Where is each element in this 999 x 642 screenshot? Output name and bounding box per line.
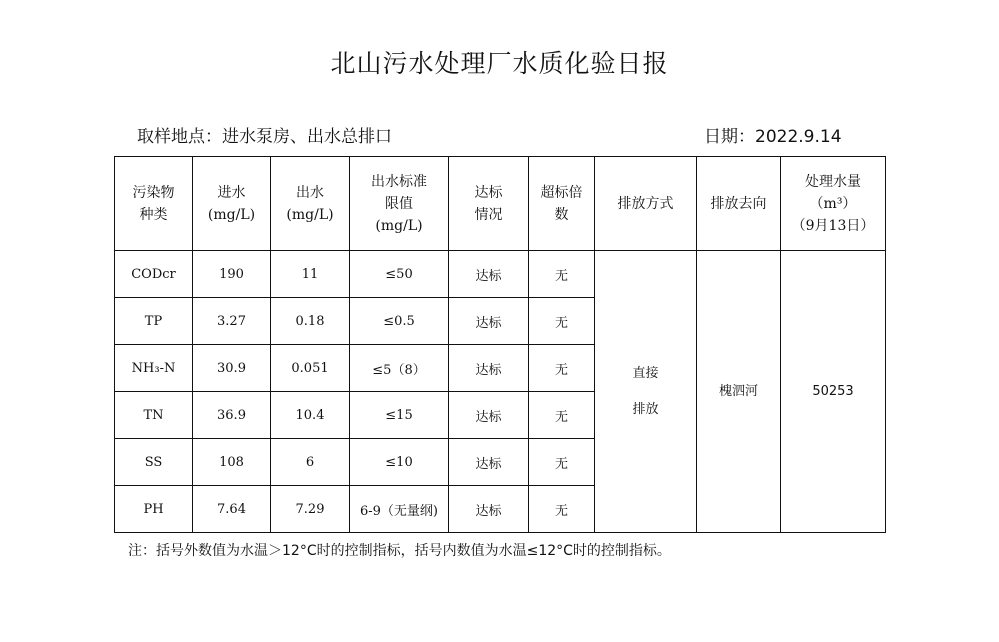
table-row [115, 251, 886, 298]
water-quality-table [114, 156, 886, 533]
header-influent: 进水 (mg/L) [193, 157, 271, 251]
header-effluent: 出水 (mg/L) [271, 157, 350, 251]
cell-effluent: 0.18 [271, 298, 350, 345]
cell-influent: 36.9 [193, 392, 271, 439]
footnote: 注：括号外数值为水温＞12°C时的控制指标，括号内数值为水温≤12°C时的控制指标。 [128, 543, 671, 559]
cell-compliance: 达标 [449, 298, 529, 345]
cell-compliance: 达标 [449, 486, 529, 533]
cell-compliance: 达标 [449, 439, 529, 486]
cell-standard: 6-9（无量纲) [350, 486, 449, 533]
cell-pollutant: SS [115, 439, 193, 486]
sampling-location: 取样地点：进水泵房、出水总排口 [137, 127, 392, 147]
cell-influent: 3.27 [193, 298, 271, 345]
table-header-row [115, 157, 886, 251]
header-volume: 处理水量 （m³） （9月13日） [781, 157, 886, 251]
cell-discharge-dest: 槐泗河 [697, 251, 781, 533]
cell-effluent: 11 [271, 251, 350, 298]
cell-effluent: 0.051 [271, 345, 350, 392]
cell-compliance: 达标 [449, 251, 529, 298]
cell-discharge-method: 直接 排放 [595, 251, 697, 533]
cell-standard: ≤5（8） [350, 345, 449, 392]
cell-effluent: 7.29 [271, 486, 350, 533]
cell-pollutant: CODcr [115, 251, 193, 298]
cell-pollutant: PH [115, 486, 193, 533]
cell-exceed: 无 [529, 251, 595, 298]
report-date: 日期：2022.9.14 [704, 127, 842, 147]
cell-compliance: 达标 [449, 392, 529, 439]
cell-effluent: 6 [271, 439, 350, 486]
header-compliance: 达标 情况 [449, 157, 529, 251]
cell-exceed: 无 [529, 392, 595, 439]
cell-influent: 30.9 [193, 345, 271, 392]
header-standard: 出水标准 限值 (mg/L) [350, 157, 449, 251]
cell-influent: 190 [193, 251, 271, 298]
header-discharge-method: 排放方式 [595, 157, 697, 251]
cell-pollutant: NH₃-N [115, 345, 193, 392]
cell-exceed: 无 [529, 345, 595, 392]
cell-pollutant: TN [115, 392, 193, 439]
header-exceed: 超标倍 数 [529, 157, 595, 251]
cell-influent: 7.64 [193, 486, 271, 533]
cell-compliance: 达标 [449, 345, 529, 392]
cell-effluent: 10.4 [271, 392, 350, 439]
cell-pollutant: TP [115, 298, 193, 345]
cell-standard: ≤15 [350, 392, 449, 439]
report-title: 北山污水处理厂水质化验日报 [330, 49, 669, 78]
cell-exceed: 无 [529, 439, 595, 486]
cell-standard: ≤50 [350, 251, 449, 298]
header-discharge-dest: 排放去向 [697, 157, 781, 251]
cell-standard: ≤0.5 [350, 298, 449, 345]
cell-influent: 108 [193, 439, 271, 486]
cell-exceed: 无 [529, 298, 595, 345]
cell-volume: 50253 [781, 251, 886, 533]
cell-exceed: 无 [529, 486, 595, 533]
header-pollutant: 污染物 种类 [115, 157, 193, 251]
cell-standard: ≤10 [350, 439, 449, 486]
